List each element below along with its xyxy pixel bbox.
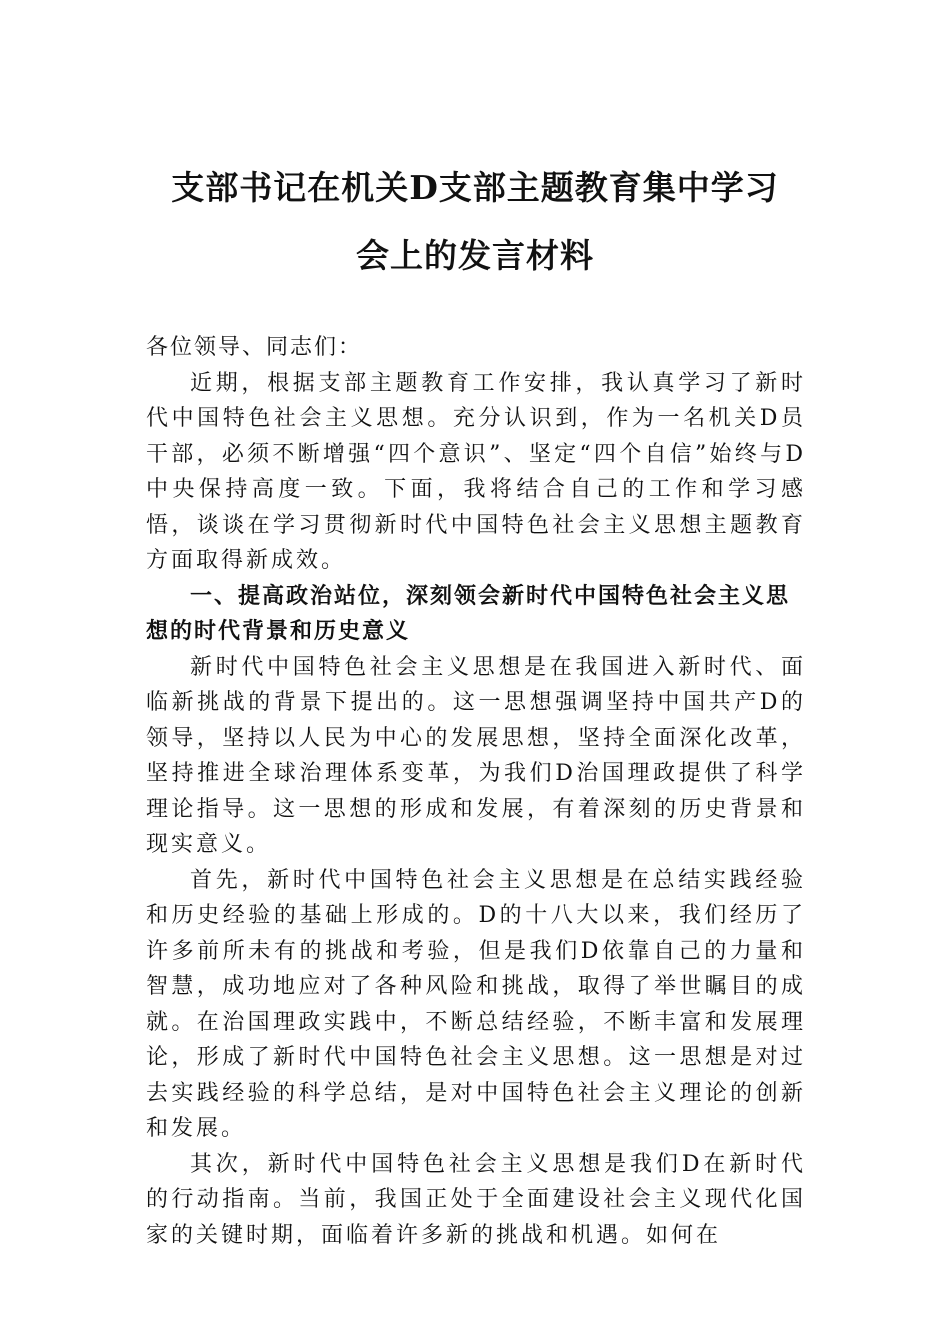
document-body <box>146 330 806 1253</box>
document-title-line-2: 会上的发言材料 <box>356 236 594 275</box>
section-paragraph: 新时代中国特色社会主义思想是在我国进入新时代、面临新挑战的背景下提出的。这一思想强调坚持中国共产D的领导，坚持以人民为中心的发展思想，坚持全面深化改革，坚持推进全球治理体系变革，为我们D治国理政提供了科学理论指导。这一思想的形成和发展，有着深刻的历史背景和现实意义。 <box>146 654 806 857</box>
section-paragraph: 首先，新时代中国特色社会主义思想是在总结实践经验和历史经验的基础上形成的。D的十八大以来，我们经历了许多前所未有的挑战和考验，但是我们D依靠自己的力量和智慧，成功地应对了各种风险和挑战，取得了举世瞩目的成就。在治国理政实践中，不断总结经验，不断丰富和发展理论，形成了新时代中国特色社会主义思想。这一思想是对过去实践经验的科学总结，是对中国特色社会主义理论的创新和发展。 <box>146 867 806 1141</box>
section-paragraph: 其次，新时代中国特色社会主义思想是我们D在新时代的行动指南。当前，我国正处于全面建设社会主义现代化国家的关键时期，面临着许多新的挑战和机遇。如何在 <box>146 1151 806 1248</box>
salutation: 各位领导、同志们： <box>146 335 363 360</box>
section-heading: 一、提高政治站位，深刻领会新时代中国特色社会主义思想的时代背景和历史意义 <box>146 583 791 644</box>
intro-paragraph: 近期，根据支部主题教育工作安排，我认真学习了新时代中国特色社会主义思想。充分认识到，作为一名机关D员干部，必须不断增强“四个意识”、坚定“四个自信”始终与D中央保持高度一致。下面，我将结合自己的工作和学习感悟，谈谈在学习贯彻新时代中国特色社会主义思想主题教育方面取得新成效。 <box>146 370 806 573</box>
document-title-line-1: 支部书记在机关D支部主题教育集中学习 <box>171 168 779 207</box>
